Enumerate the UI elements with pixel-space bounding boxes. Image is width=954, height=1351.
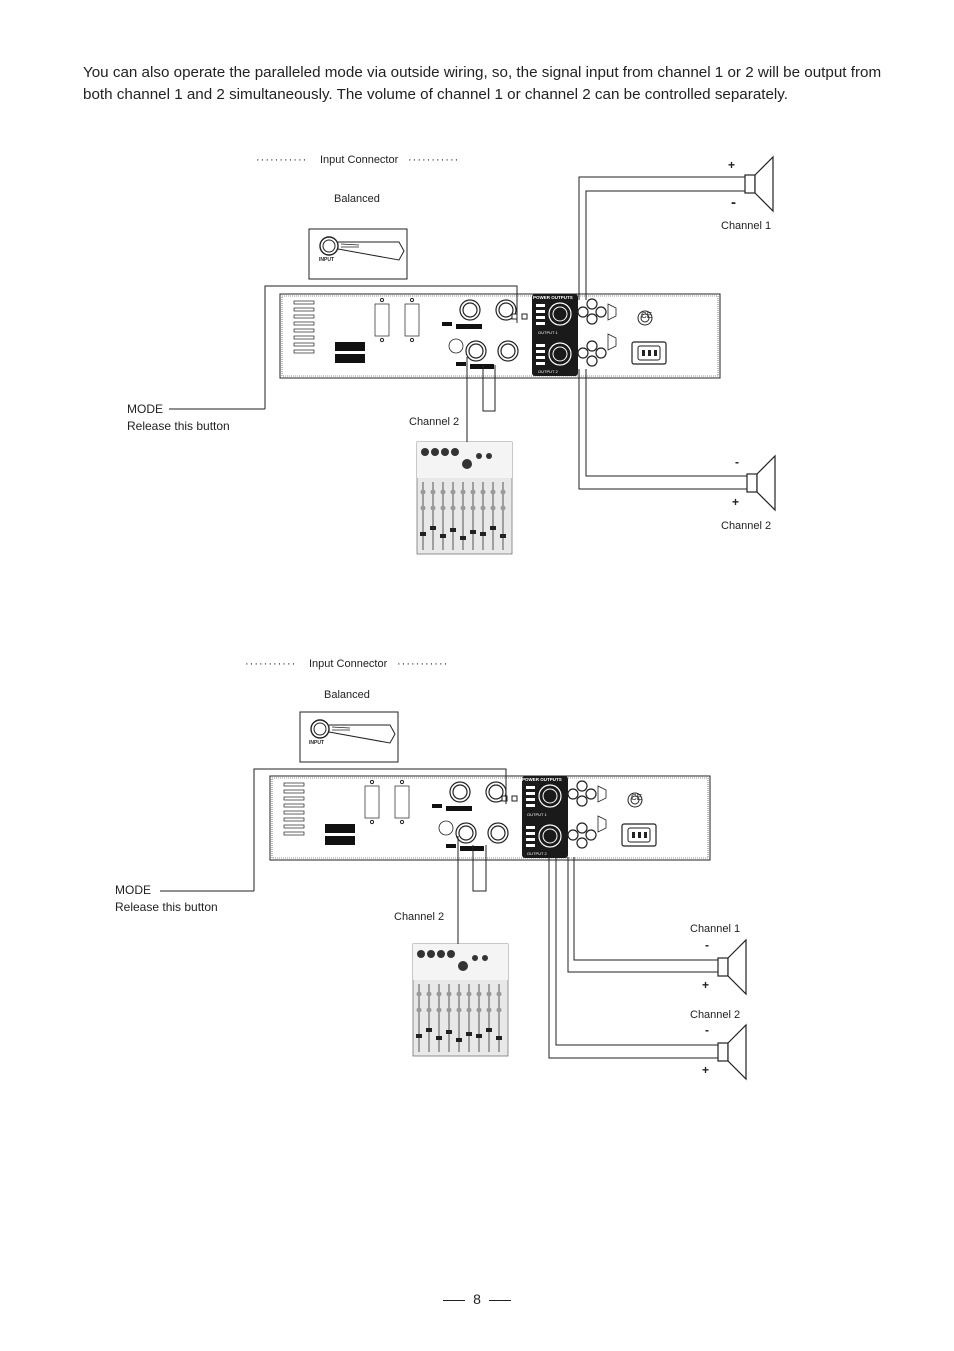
ce-mark-1: CE: [641, 311, 653, 320]
dots-left-1: ···········: [256, 154, 308, 166]
power-outputs-label-1: POWER OUTPUTS: [533, 295, 573, 300]
page-number-dash-left: [443, 1300, 465, 1301]
speaker-label-channel1-1: Channel 1: [721, 220, 772, 232]
spk2-minus-1: -: [735, 455, 739, 469]
spk2-plus-1: +: [732, 495, 740, 509]
spk1-plus-2: +: [702, 978, 710, 992]
input-connector-1: [309, 229, 407, 279]
spk1-plus-1: +: [728, 158, 736, 172]
power-outputs-label-2: POWER OUTPUTS: [522, 777, 562, 782]
spk1-minus-1: -: [731, 194, 736, 211]
output1-label-2: OUTPUT 1: [527, 812, 547, 817]
speaker-channel-1-bottom: [718, 940, 746, 994]
input-connector-2: [300, 712, 398, 762]
jack-input-label-1: INPUT: [319, 257, 334, 263]
spk2-minus-2: -: [705, 1023, 709, 1037]
speaker-channel-1-top: [745, 157, 773, 211]
spk2-plus-2: +: [702, 1063, 710, 1077]
output1-label-1: OUTPUT 1: [538, 330, 558, 335]
mixer-channel-label-1: Channel 2: [409, 416, 460, 428]
page-number: 8: [473, 1291, 481, 1307]
speaker-label-channel2-2: Channel 2: [690, 1009, 741, 1021]
dots-right-1: ···········: [408, 154, 460, 166]
input-connector-label-1: Input Connector: [320, 154, 399, 166]
speaker-label-channel1-2: Channel 1: [690, 923, 741, 935]
page-number-dash-right: [489, 1300, 511, 1301]
page-number-footer: [0, 1291, 954, 1307]
spk1-minus-2: -: [705, 938, 709, 952]
amplifier-rear-panel-2: [270, 776, 710, 860]
mode-label-1: MODE: [127, 402, 163, 416]
release-label-1: Release this button: [127, 419, 230, 433]
amplifier-rear-panel-1: [280, 294, 720, 378]
mode-label-2: MODE: [115, 883, 151, 897]
balanced-label-1: Balanced: [334, 193, 380, 205]
speaker-label-channel2-1: Channel 2: [721, 520, 772, 532]
output2-label-2: OUTPUT 2: [527, 851, 547, 856]
jack-input-label-2: INPUT: [309, 740, 324, 746]
balanced-label-2: Balanced: [324, 689, 370, 701]
dots-right-2: ···········: [397, 658, 449, 670]
speaker-channel-2-top: [747, 456, 775, 510]
mixer-console-1: [417, 442, 512, 554]
intro-paragraph: You can also operate the paralleled mode via outside wiring, so, the signal input from channel 1 or 2 will be output from both channel 1 and 2 simultaneously. The volume of channel 1 or channel 2 can be controlled separately.: [83, 64, 882, 103]
release-label-2: Release this button: [115, 900, 218, 914]
speaker-channel-2-bottom: [718, 1025, 746, 1079]
mixer-channel-label-2: Channel 2: [394, 911, 445, 923]
output2-label-1: OUTPUT 2: [538, 369, 558, 374]
mixer-console-2: [413, 944, 508, 1056]
ce-mark-2: CE: [631, 793, 643, 802]
input-connector-label-2: Input Connector: [309, 658, 388, 670]
dots-left-2: ···········: [245, 658, 297, 670]
